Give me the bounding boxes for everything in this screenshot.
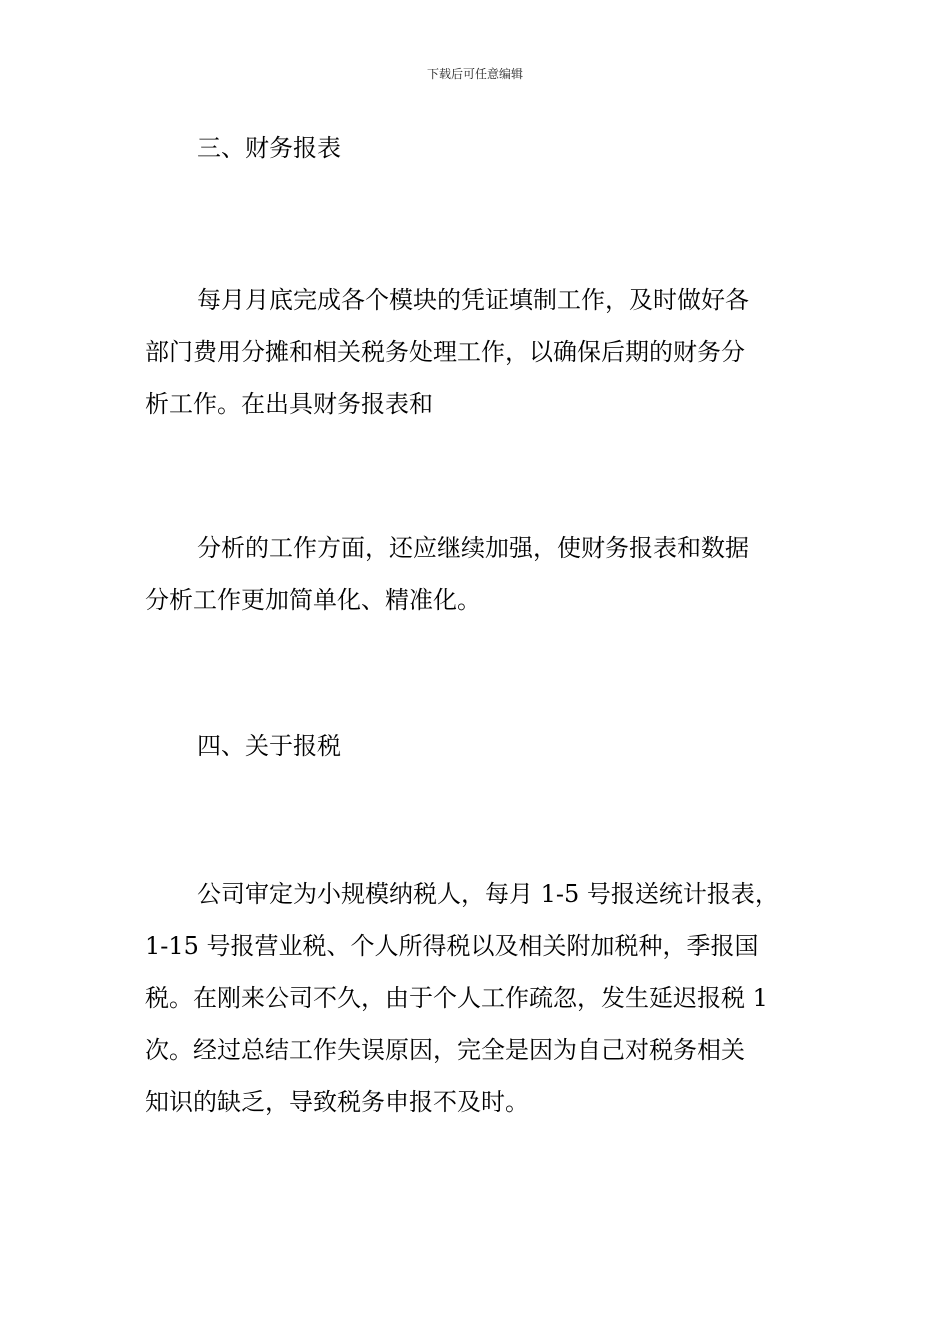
section-heading-tax-filing: 四、关于报税 (197, 732, 341, 760)
paragraph-line: 部门费用分摊和相关税务处理工作，以确保后期的财务分 (145, 338, 745, 366)
page-header-note: 下载后可任意编辑 (426, 67, 523, 81)
paragraph-line: 分析的工作方面，还应继续加强，使财务报表和数据 (197, 534, 749, 562)
paragraph-line: 税。在刚来公司不久，由于个人工作疏忽，发生延迟报税 1 (145, 984, 768, 1012)
paragraph-line: 公司审定为小规模纳税人，每月 1-5 号报送统计报表， (197, 880, 779, 908)
paragraph-line: 析工作。在出具财务报表和 (145, 390, 433, 418)
paragraph-tax-filing (145, 868, 810, 1128)
paragraph-line: 1-15 号报营业税、个人所得税以及相关附加税种，季报国 (145, 932, 759, 960)
section-heading-financial-statements: 三、财务报表 (197, 134, 341, 162)
paragraph-line: 分析工作更加简单化、精准化。 (145, 586, 481, 614)
paragraph-line: 每月月底完成各个模块的凭证填制工作，及时做好各 (197, 286, 749, 314)
paragraph-financial-statements-1 (145, 274, 810, 430)
paragraph-line: 次。经过总结工作失误原因，完全是因为自己对税务相关 (145, 1036, 745, 1064)
paragraph-line: 知识的缺乏，导致税务申报不及时。 (145, 1088, 529, 1116)
paragraph-financial-statements-2 (145, 522, 810, 626)
